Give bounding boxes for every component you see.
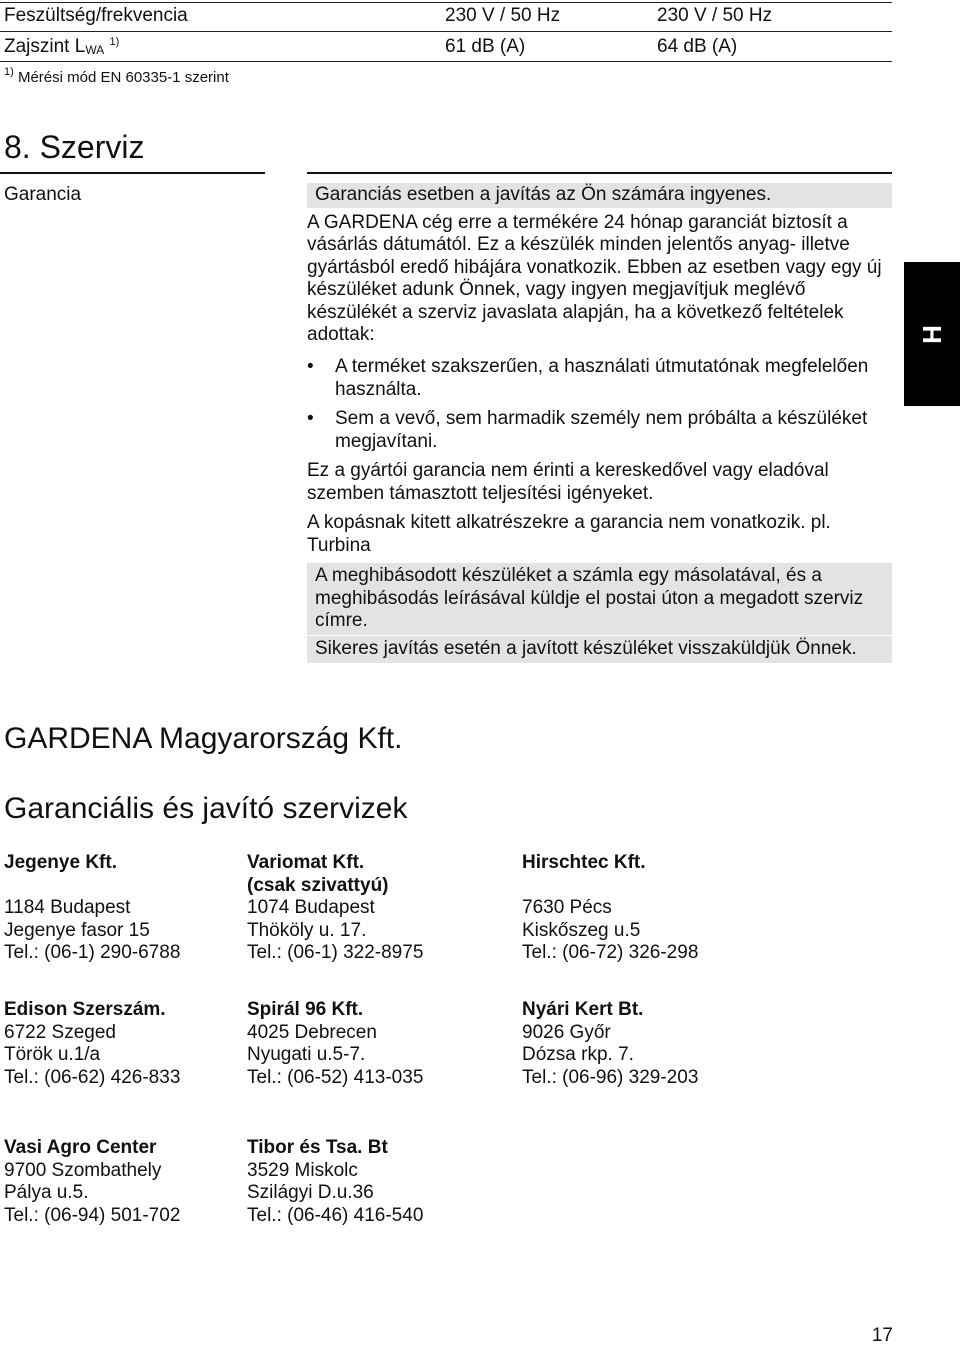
service-center: Jegenye Kft. 1184 Budapest Jegenye fasor 15 Tel.: (06-1) 290-6788 <box>4 852 181 964</box>
warranty-highlight-line: Sikeres javítás esetén a javított készüléket visszaküldjük Önnek. <box>307 636 892 663</box>
bullet-dot: • <box>307 356 314 377</box>
language-tab: H <box>904 262 960 406</box>
footnote: $^{1)}$ Mérési mód EN 60335-1 szerint <box>4 66 229 86</box>
warranty-body <box>307 183 892 347</box>
table-bottom-rule <box>0 61 892 62</box>
table-row-rule <box>0 31 892 32</box>
bullet-item-1: • A terméket szakszerűen, a használati útmutatónak megfelelően használta. <box>307 356 869 400</box>
service-center: Variomat Kft. (csak szivattyú) 1074 Budapest Thököly u. 17. Tel.: (06-1) 322-8975 <box>247 852 424 964</box>
warranty-paragraph-1: A GARDENA cég erre a termékére 24 hónap garanciát biztosít a vásárlás dátumától. Ez a készülék minden jelentős anyag- illetve gyártásból eredő hibájára vonatkozik. Ebben az esetben vagy egy új készüléket adunk Önnek, vagy ingyen megjavítjuk meglévő készülékét a szerviz javaslata alapján, ha a következő feltételek adottak: <box>307 211 882 345</box>
spec-value-voltage-1: 230 V / 50 Hz <box>445 5 561 26</box>
warranty-highlight-box: A meghibásodott készüléket a számla egy másolatával, és a meghibásodás leírásával küldje el postai úton a megadott szerviz címre. <box>307 563 892 635</box>
spec-value-voltage-2: 230 V / 50 Hz <box>657 5 773 26</box>
service-center: Nyári Kert Bt. 9026 Győr Dózsa rkp. 7. Tel.: (06-96) 329-203 <box>522 999 699 1088</box>
service-center: Edison Szerszám. 6722 Szeged Török u.1/a Tel.: (06-62) 426-833 <box>4 999 181 1088</box>
service-center: Vasi Agro Center 9700 Szombathely Pálya u.5. Tel.: (06-94) 501-702 <box>4 1137 181 1226</box>
warranty-highlight-1: Garanciás esetben a javítás az Ön számára ingyenes. <box>307 183 892 208</box>
side-label-garancia: Garancia <box>4 184 82 205</box>
section-rule-right <box>307 172 892 174</box>
company-title: GARDENA Magyarország Kft. <box>4 722 403 755</box>
bullet-dot: • <box>307 408 314 429</box>
warranty-paragraph-3: A kopásnak kitett alkatrészekre a garancia nem vonatkozik. pl. Turbina <box>307 512 831 556</box>
service-center: Hirschtec Kft. 7630 Pécs Kiskőszeg u.5 Tel.: (06-72) 326-298 <box>522 852 699 964</box>
spec-value-noise-1: 61 dB (A) <box>445 36 526 57</box>
service-center: Spirál 96 Kft. 4025 Debrecen Nyugati u.5-7. Tel.: (06-52) 413-035 <box>247 999 424 1088</box>
table-top-rule <box>0 2 892 3</box>
spec-label-noise: Zajszint $L_{WA}$ $^{1)}$ <box>4 36 120 57</box>
warranty-paragraph-2: Ez a gyártói garancia nem érinti a kereskedővel vagy eladóval szemben támasztott teljesítési igényeket. <box>307 460 829 504</box>
spec-label-voltage: Feszültség/frekvencia <box>4 5 188 26</box>
spec-value-noise-2: 64 dB (A) <box>657 36 738 57</box>
section-title: 8. Szerviz <box>4 129 145 165</box>
section-rule-left <box>0 172 265 174</box>
services-title: Garanciális és javító szervizek <box>4 792 408 825</box>
bullet-item-2: • Sem a vevő, sem harmadik személy nem próbálta a készüléket megjavítani. <box>307 408 868 452</box>
page-number: 17 <box>871 1325 893 1346</box>
service-center: Tibor és Tsa. Bt 3529 Miskolc Szilágyi D.u.36 Tel.: (06-46) 416-540 <box>247 1137 424 1226</box>
